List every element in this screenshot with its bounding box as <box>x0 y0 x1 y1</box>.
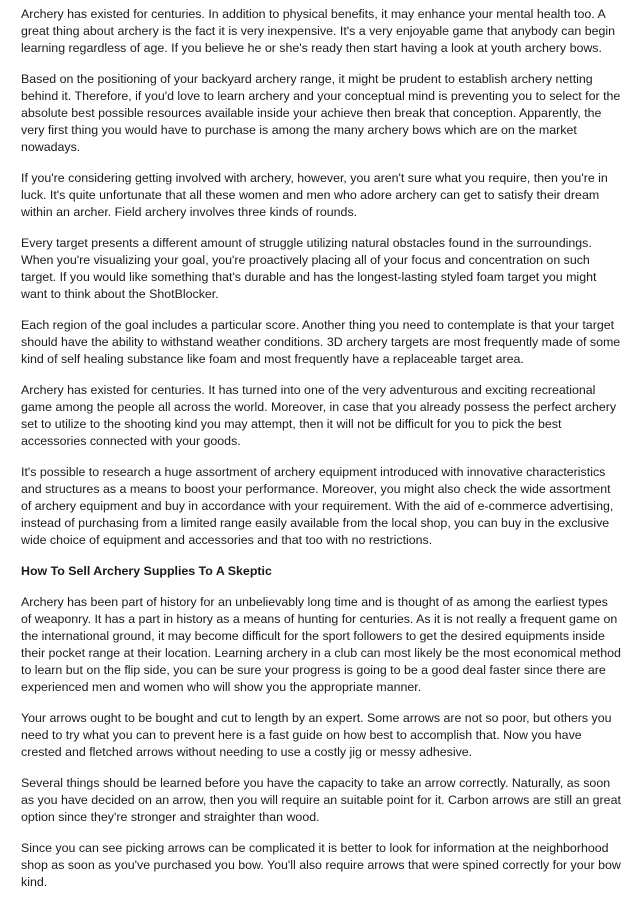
paragraph: Based on the positioning of your backyard archery range, it might be prudent to establish archery netting behind it. Therefore, if you'd love to learn archery and your conceptual mind is preventing you to select for the absolute best possible resources available inside your achieve then break that conception. Apparently, the very first thing you would have to purchase is among the many archery bows which are on the market nowadays. <box>21 72 621 154</box>
paragraph: Every target presents a different amount of struggle utilizing natural obstacles found in the surroundings. When you're visualizing your goal, you're proactively placing all of your focus and concentration on such target. If you would like something that's durable and has the longest-lasting styled foam target you might want to think about the ShotBlocker. <box>21 236 597 301</box>
paragraph: Since you can see picking arrows can be complicated it is better to look for information at the neighborhood shop as soon as you've purchased you bow. You'll also require arrows that were spined correctly for your bow kind. <box>21 841 621 889</box>
section-heading: How To Sell Archery Supplies To A Skeptic <box>21 564 272 578</box>
paragraph: Each region of the goal includes a particular score. Another thing you need to contemplate is that your target should have the ability to withstand weather conditions. 3D archery targets are most frequently made of some kind of self healing substance like foam and most frequently have a replaceable target area. <box>21 318 621 366</box>
paragraph: It's possible to research a huge assortment of archery equipment introduced with innovative characteristics and structures as a means to boost your performance. Moreover, you might also check the wide assortment of archery equipment and buy in accordance with your requirement. With the aid of e-commerce advertising, instead of purchasing from a limited range easily available from the local shop, you can buy in the exclusive wide choice of equipment and accessories and that too with no restrictions. <box>21 465 614 547</box>
document-page <box>21 6 621 905</box>
paragraph: Several things should be learned before you have the capacity to take an arrow correctly. Naturally, as soon as you have decided on an arrow, then you will require an suitable point for it. Carbon arrows are still an great option since they're stronger and straighter than wood. <box>21 776 621 824</box>
paragraph: Archery has existed for centuries. It has turned into one of the very adventurous and exciting recreational game among the people all across the world. Moreover, in case that you already possess the perfect archery set to utilize to the shooting kind you may attempt, then it will not be difficult for you to pick the best accessories connected with your goods. <box>21 383 617 448</box>
paragraph: Your arrows ought to be bought and cut to length by an expert. Some arrows are not so poor, but others you need to try what you can to prevent here is a fast guide on how best to accomplish that. Now you have crested and fletched arrows without needing to use a costly jig or messy adhesive. <box>21 711 612 759</box>
paragraph: Archery has been part of history for an unbelievably long time and is thought of as among the earliest types of weaponry. It has a part in history as a means of hunting for centuries. As it is not really a frequent game on the international ground, it may become difficult for the sport followers to get the desired equipments inside their pocket range at their location. Learning archery in a club can most likely be the most economical method to learn but on the flip side, you can be sure your progress is going to be a good deal faster since there are experienced men and women who will show you the appropriate manner. <box>21 595 621 694</box>
paragraph: Archery has existed for centuries. In addition to physical benefits, it may enhance your mental health too. A great thing about archery is the fact it is very inexpensive. It's a very enjoyable game that anybody can begin learning regardless of age. If you believe he or she's ready then start having a look at youth archery bows. <box>21 7 616 55</box>
paragraph: If you're considering getting involved with archery, however, you aren't sure what you require, then you're in luck. It's quite unfortunate that all these women and men who adore archery can get to satisfy their dream within an archer. Field archery involves three kinds of rounds. <box>21 171 608 219</box>
